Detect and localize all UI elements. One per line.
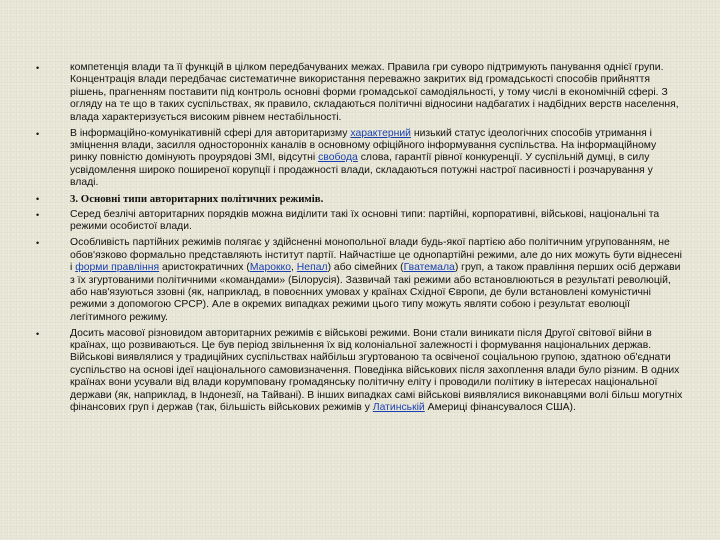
bullet-item	[36, 209, 684, 234]
bullet-icon: •	[36, 63, 40, 73]
bullet-icon: •	[36, 128, 40, 139]
text-link[interactable]: Латинській	[372, 402, 425, 414]
bullet-list	[36, 62, 684, 418]
paragraph-text: В інформаційно-комунікативній сфері для авторитаризму	[70, 127, 351, 139]
paragraph-text: Америці фінансувалося США).	[424, 402, 576, 414]
paragraph-text: Серед безлічі авторитарних порядків можна виділити такі їх основні типи: партійні, корпоративні, військові, національні та режими особистої влади.	[70, 208, 660, 233]
paragraph-text: компетенція влади та її функцій в цілком передбачуваних межах. Правила гри суворо підтримують панування однієї групи. Концентрація влади передбачає систематичне використання переважно закритих від громадськості способів прийняття рішень, прагненням поставити під контроль основні форми громадської самодіяльності, у тому числі в економічній сфері. З огляду на те що в таких суспільствах, як правило, складаються політичні відносини надбагатих і надбідних верств населення, влада характеризується високим рівнем нестабільності.	[70, 62, 679, 123]
bullet-item	[36, 128, 684, 190]
bullet-item	[36, 328, 684, 415]
paragraph-text: ) груп, а також правління перших осіб держави з їх згуртованими політичними «командами» (Білорусія). Зазвичай такі режими або встановлюються в результаті революцій, або нав'язуються ззовні (як, наприклад, в повоєнних умовах у країнах Східної Європи, де були встановлені комуністичні режими з допомогою СРСР). Але в окремих випадках режими цього типу можуть являти собою і результат еволюції легітимного режиму.	[70, 262, 681, 323]
paragraph-text: слова, гарантії рівної конкуренції. У суспільній думці, в силу усвідомлення широко поширеної корупції і продажності влади, складаються потужні настрої пасивності і розчарування у владі.	[70, 152, 653, 189]
text-link[interactable]: форми правління	[75, 262, 160, 274]
paragraph-text: ,	[291, 262, 297, 274]
text-link[interactable]: характерний	[350, 127, 411, 139]
paragraph-text: Досить масової різновидом авторитарних режимів є військові режими. Вони стали виникати після Другої світової війни в країнах, що розвиваються. Це був період звільнення їх від колоніальної залежності і формування національних держав. Військові виявлялися у традиційних суспільствах найбільш згуртованою та освіченої соціальною групою, здатною об'єднати суспільство на основі ідеї національного самовизначення. Поведінка військових після захоплення влади було різним. В одних країнах вони усували від влади корумповану громадянську політичну еліту і проводили політику в інтересах національної держави (як, наприклад, в Індонезії, на Тайвані). В інших випадках самі військові виявлялися виконавцями волі більш могутніх фінансових груп і держав (так, більшість військових режимів у	[70, 327, 683, 414]
text-link[interactable]: свобода	[318, 152, 358, 164]
text-link[interactable]: Марокко	[249, 262, 292, 274]
paragraph-text: ) або сімейних (	[327, 262, 404, 274]
section-heading	[36, 193, 684, 205]
bullet-icon: •	[36, 238, 40, 249]
bullet-icon: •	[36, 209, 40, 220]
paragraph-text: Особливість партійних режимів полягає у здійсненні монопольної влади будь-якої партією або політичним угрупованням, не обов'язково формально представляють інститут партії. Найчастіше це однопартійні режими, але до них можуть бути віднесені і	[70, 237, 682, 274]
paragraph-text: низький статус ідеологічних способів утримання і зміцнення влади, засилля односторонніх каналів в основному офіційного інформування суспільства. На інформаційному ринку повністю домінують проурядові ЗМІ, відсутні	[70, 127, 657, 164]
text-link[interactable]: Непал	[296, 262, 328, 274]
text-link[interactable]: Гватемала	[403, 262, 455, 274]
bullet-item	[36, 62, 684, 124]
paragraph-text: аристократичних (	[159, 262, 250, 274]
bullet-item	[36, 237, 684, 324]
heading-text: 3. Основні типи авторитарних політичних режимів.	[70, 193, 324, 206]
bullet-icon: •	[36, 328, 40, 339]
bullet-icon: •	[36, 194, 40, 205]
